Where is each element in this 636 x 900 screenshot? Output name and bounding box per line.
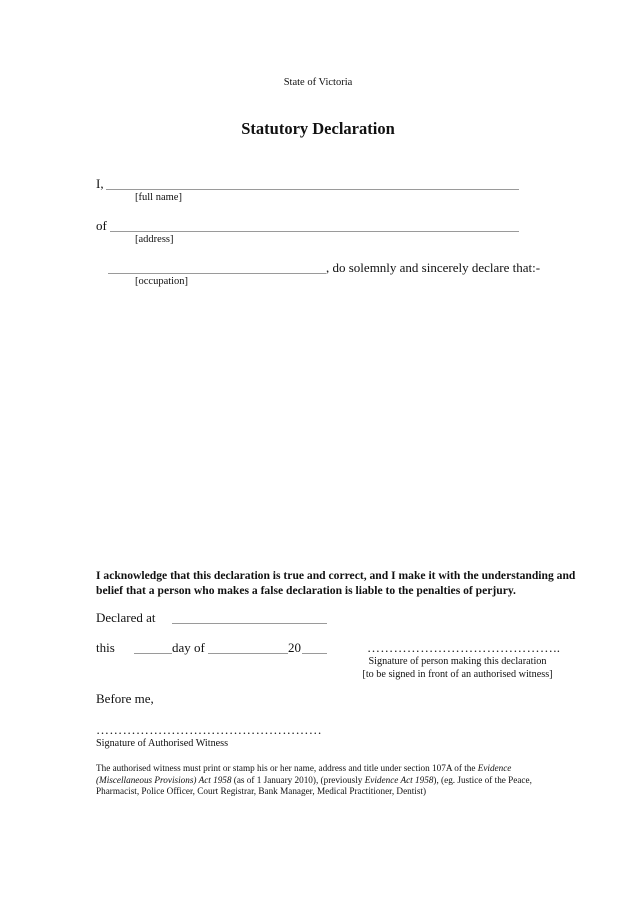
state-label: State of Victoria <box>283 77 353 88</box>
full-name-hint: [full name] <box>135 192 182 203</box>
witness-note-act2: Evidence Act 1958 <box>364 774 434 785</box>
witness-signature-label: Signature of Authorised Witness <box>96 738 229 749</box>
day-field[interactable] <box>134 653 172 654</box>
witness-note-part1: The authorised witness must print or stamp his or her name, address and title under section 107A of the <box>96 763 478 773</box>
declared-at-field[interactable] <box>172 623 327 624</box>
this-label: this <box>96 640 115 655</box>
day-of-label: day of <box>172 640 205 655</box>
occupation-hint: [occupation] <box>135 276 189 287</box>
full-name-field[interactable] <box>106 189 519 190</box>
witness-note-act1: Evidence (Miscellaneous Provisions) Act 1958 <box>96 763 512 785</box>
month-field[interactable] <box>208 653 288 654</box>
acknowledgement-text: I acknowledge that this declaration is true and correct, and I make it with the understanding and belief that a person who makes a false declaration is liable to the penalties of perjury. <box>96 569 576 597</box>
witness-note-part2: (as of 1 January 2010), (previously <box>231 774 365 785</box>
occupation-field[interactable] <box>108 273 326 274</box>
declarant-signature-field[interactable]: …………………………………….. <box>367 640 561 655</box>
address-prefix: of <box>96 218 107 233</box>
witness-note-part3: ), (eg. Justice of the Peace, Pharmacist, Police Officer, Court Registrar, Bank Manager, Medical Practitioner, Dentist) <box>96 774 532 797</box>
year-prefix: 20 <box>288 640 301 655</box>
declaration-body-area[interactable] <box>96 300 576 555</box>
declarant-signature-note: [to be signed in front of an authorised witness] <box>362 669 553 680</box>
page-title: Statutory Declaration <box>241 119 395 138</box>
declared-at-label: Declared at <box>96 610 156 625</box>
address-field[interactable] <box>110 231 519 232</box>
year-field[interactable] <box>302 653 327 654</box>
address-hint: [address] <box>135 234 174 245</box>
name-prefix: I, <box>96 176 104 191</box>
witness-signature-field[interactable]: …………………………………………… <box>96 722 323 737</box>
declarant-signature-label: Signature of person making this declaration <box>368 656 547 667</box>
before-me-label: Before me, <box>96 691 154 706</box>
declare-text: , do solemnly and sincerely declare that:- <box>326 260 541 275</box>
witness-note <box>96 763 566 798</box>
